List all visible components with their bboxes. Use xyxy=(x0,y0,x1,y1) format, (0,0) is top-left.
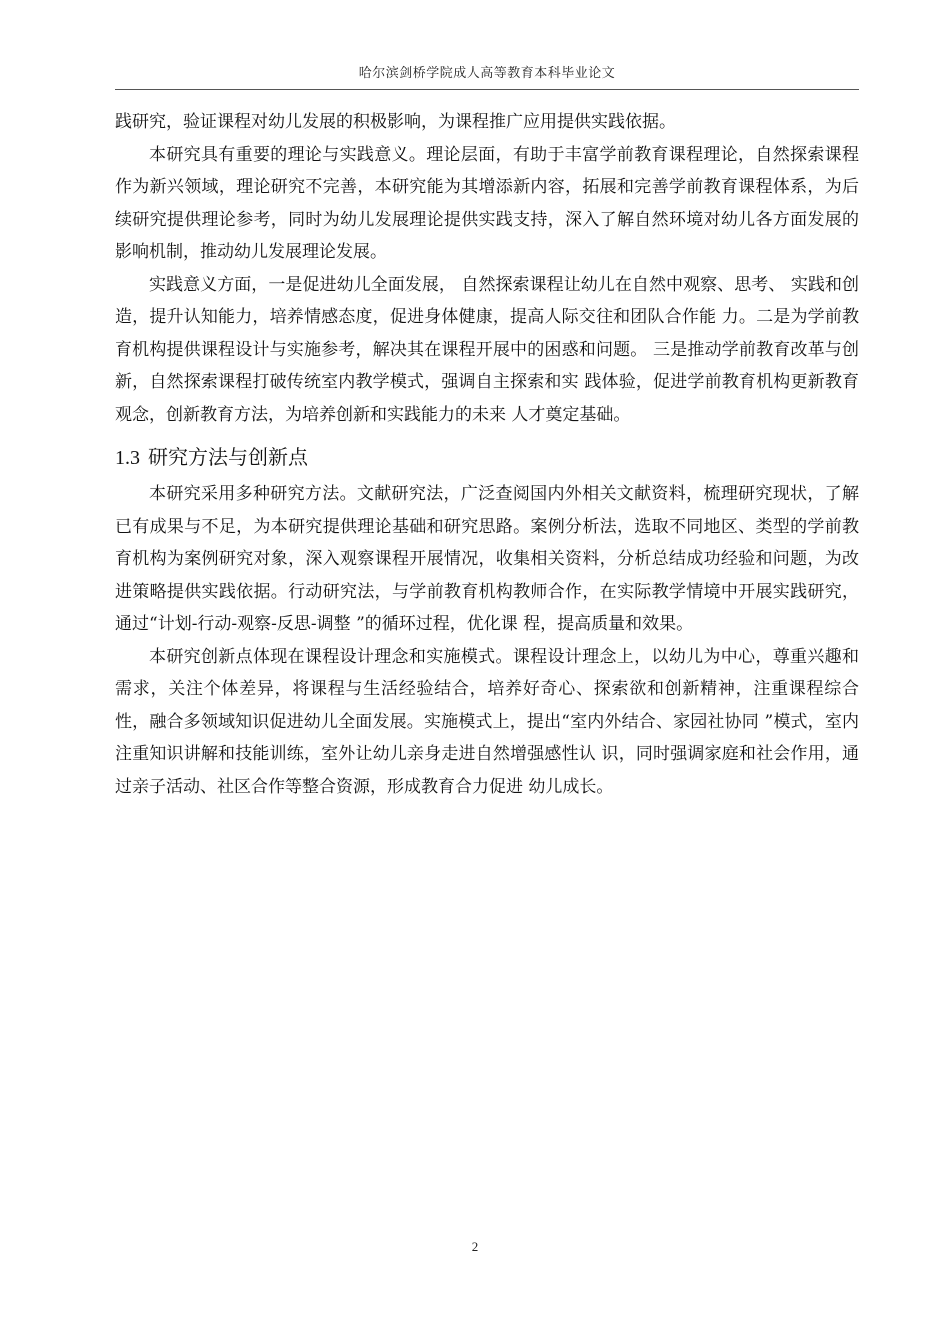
section-heading xyxy=(115,441,859,474)
section-number: 1.3 xyxy=(115,447,140,469)
section-title: 研究方法与创新点 xyxy=(148,445,308,469)
paragraph-practical-significance: 实践意义方面，一是促进幼儿全面发展， 自然探索课程让幼儿在自然中观察、思考、 实践和创造，提升认知能力，培养情感态度，促进身体健康，提高人际交往和团队合作能 力。二是为学前教育机构提供课程设计与实施参考，解决其在课程开展中的困惑和问题。 三是推动学前教育改革与创新，自然探索课程打破传统室内教学模式，强调自主探索和实 践体验，促进学前教育机构更新教育观念，创新教育方法，为培养创新和实践能力的未来 人才奠定基础。 xyxy=(115,274,859,425)
paragraph-innovations: 本研究创新点体现在课程设计理念和实施模式。课程设计理念上，以幼儿为中心，尊重兴趣和需求，关注个体差异，将课程与生活经验结合，培养好奇心、探索欲和创新精神，注重课程综合性，融合多领域知识促进幼儿全面发展。实施模式上，提出“室内外结合、家园社协同 ”模式，室内注重知识讲解和技能训练，室外让幼儿亲身走进自然增强感性认 识，同时强调家庭和社会作用，通过亲子活动、社区合作等整合资源，形成教育合力促进 幼儿成长。 xyxy=(115,646,859,797)
paragraph-methods: 本研究采用多种研究方法。文献研究法，广泛查阅国内外相关文献资料，梳理研究现状，了解已有成果与不足，为本研究提供理论基础和研究思路。案例分析法，选取不同地区、类型的学前教育机构为案例研究对象，深入观察课程开展情况，收集相关资料，分析总结成功经验和问题，为改进策略提供实践依据。行动研究法，与学前教育机构教师合作，在实际教学情境中开展实践研究，通过“计划-行动-观察-反思-调整 ”的循环过程，优化课 程，提高质量和效果。 xyxy=(115,484,859,634)
running-header: 哈尔滨剑桥学院成人高等教育本科毕业论文 xyxy=(358,66,616,81)
paragraph-continuation: 践研究，验证课程对幼儿发展的积极影响，为课程推广应用提供实践依据。 xyxy=(115,112,676,132)
paragraph-significance: 本研究具有重要的理论与实践意义。理论层面，有助于丰富学前教育课程理论，自然探索课程作为新兴领域，理论研究不完善，本研究能为其增添新内容，拓展和完善学前教育课程体系，为后续研究提供理论参考，同时为幼儿发展理论提供实践支持，深入了解自然环境对幼儿各方面发展的影响机制，推动幼儿发展理论发展。 xyxy=(115,144,859,262)
header-divider xyxy=(115,89,859,90)
body-text xyxy=(115,106,859,803)
page-number: 2 xyxy=(471,1239,479,1254)
